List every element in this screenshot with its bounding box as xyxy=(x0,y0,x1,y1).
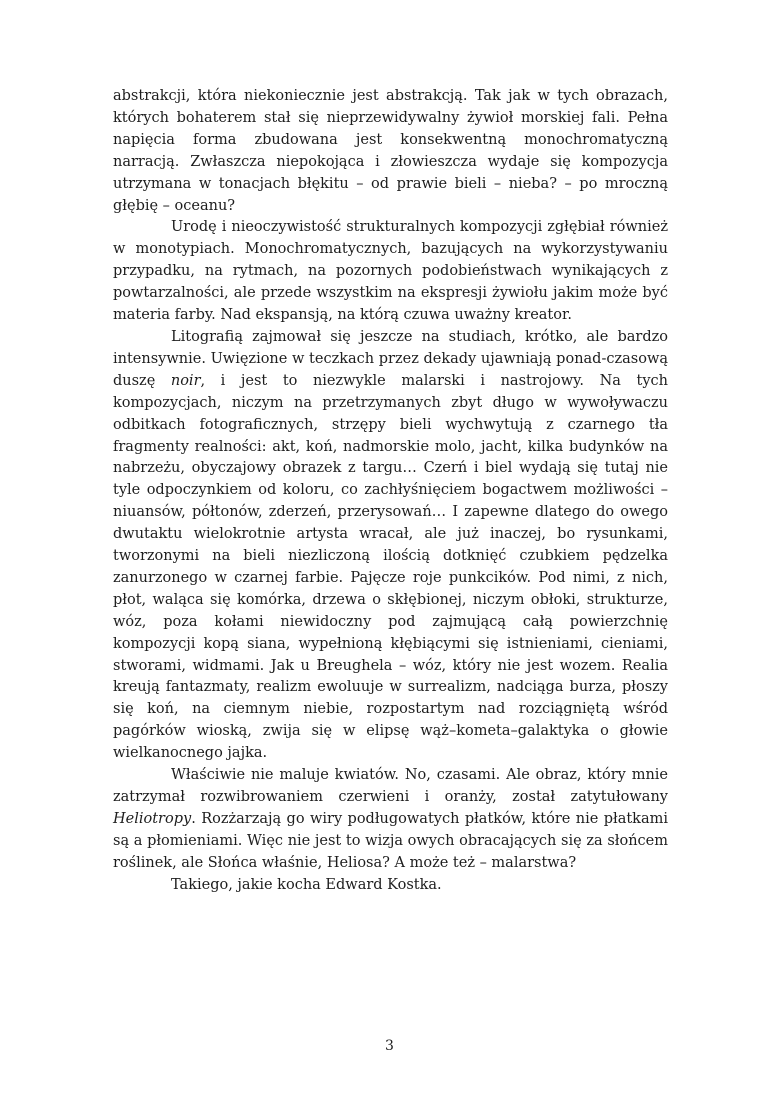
text-segment: abstrakcji, która niekoniecznie jest abstrakcją. Tak jak w tych obrazach, których bohaterem stał się nieprzewidywalny żywioł morskiej fali. Pełna napięcia forma zbudowana jest konsekwentną monochromatyczną narracją. Zwłaszcza niepokojąca i złowieszcza wydaje się kompozycja utrzymana w tonacjach błękitu – od prawie bieli – nieba? – po mroczną głębię – oceanu? xyxy=(113,88,668,214)
italic-title: Heliotropy xyxy=(113,810,192,827)
italic-term: noir xyxy=(170,372,201,389)
paragraph xyxy=(113,86,668,217)
paragraph xyxy=(113,875,668,897)
text-segment: . Rozżarzają go wiry podługowatych płatków, które nie płatkami są a płomieniami. Więc nie jest to wizja owych obracających się za słońcem roślinek, ale Słońca właśnie, Heliosa? A może też – malarstwa? xyxy=(113,810,668,871)
paragraph xyxy=(113,217,668,327)
paragraph xyxy=(113,765,668,875)
paragraph xyxy=(113,327,668,765)
page-number: 3 xyxy=(385,1038,394,1054)
text-segment: Właściwie nie maluje kwiatów. No, czasami. Ale obraz, który mnie zatrzymał rozwibrowaniem czerwieni i oranży, został zatytułowany xyxy=(113,767,668,805)
text-segment: Urodę i nieoczywistość strukturalnych kompozycji zgłębiał również w monotypiach. Monochromatycznych, bazujących na wykorzystywaniu przypadku, na rytmach, na pozornych podobieństwach wynikających z powtarzalności, ale przede wszystkim na ekspresji żywiołu jakim może być materia farby. Nad ekspansją, na którą czuwa uważny kreator. xyxy=(113,219,668,324)
text-segment: Litografią zajmował się jeszcze na studiach, krótko, ale bardzo intensywnie. Uwięzione w teczkach przez dekady ujawniają ponad-czasową duszę xyxy=(113,328,668,389)
body-text xyxy=(113,86,668,897)
text-segment: Takiego, jakie kocha Edward Kostka. xyxy=(171,876,442,893)
text-segment: , i jest to niezwykle malarski i nastrojowy. Na tych kompozycjach, niczym na przetrzymanych zbyt długo w wywoływaczu odbitkach fotograficznych, strzępy bieli wychwytują z czarnego tła fragmenty realności: akt, koń, nadmorskie molo, jacht, kilka budynków na nabrzeżu, obyczajowy obrazek z targu… Czerń i biel wydają się tutaj nie tyle odpoczynkiem od koloru, co zachłyśnięciem bogactwem możliwości – niuansów, półtonów, zderzeń, przerysowań… I zapewne dlatego do owego dwutaktu wielokrotnie artysta wracał, ale już inaczej, bo rysunkami, tworzonymi na bieli niezliczoną ilością dotknięć czubkiem pędzelka zanurzonego w czarnej farbie. Pajęcze roje punkcików. Pod nimi, z nich, płot, waląca się komórka, drzewa o skłębionej, niczym obłoki, strukturze, wóz, poza kołami niewidoczny pod zajmującą całą powierzchnię kompozycji kopą siana, wypełnioną kłębiącymi się istnieniami, cieniami, stworami, widmami. Jak u Breughela – wóz, który nie jest wozem. Realia kreują fantazmaty, realizm ewoluuje w surrealizm, nadciąga burza, płoszy się koń, na ciemnym niebie, rozpostartym nad rozciągniętą wśród pagórków wioską, zwija się w elipsę wąż–kometa–galaktyka o głowie wielkanocnego jajka. xyxy=(113,372,668,762)
